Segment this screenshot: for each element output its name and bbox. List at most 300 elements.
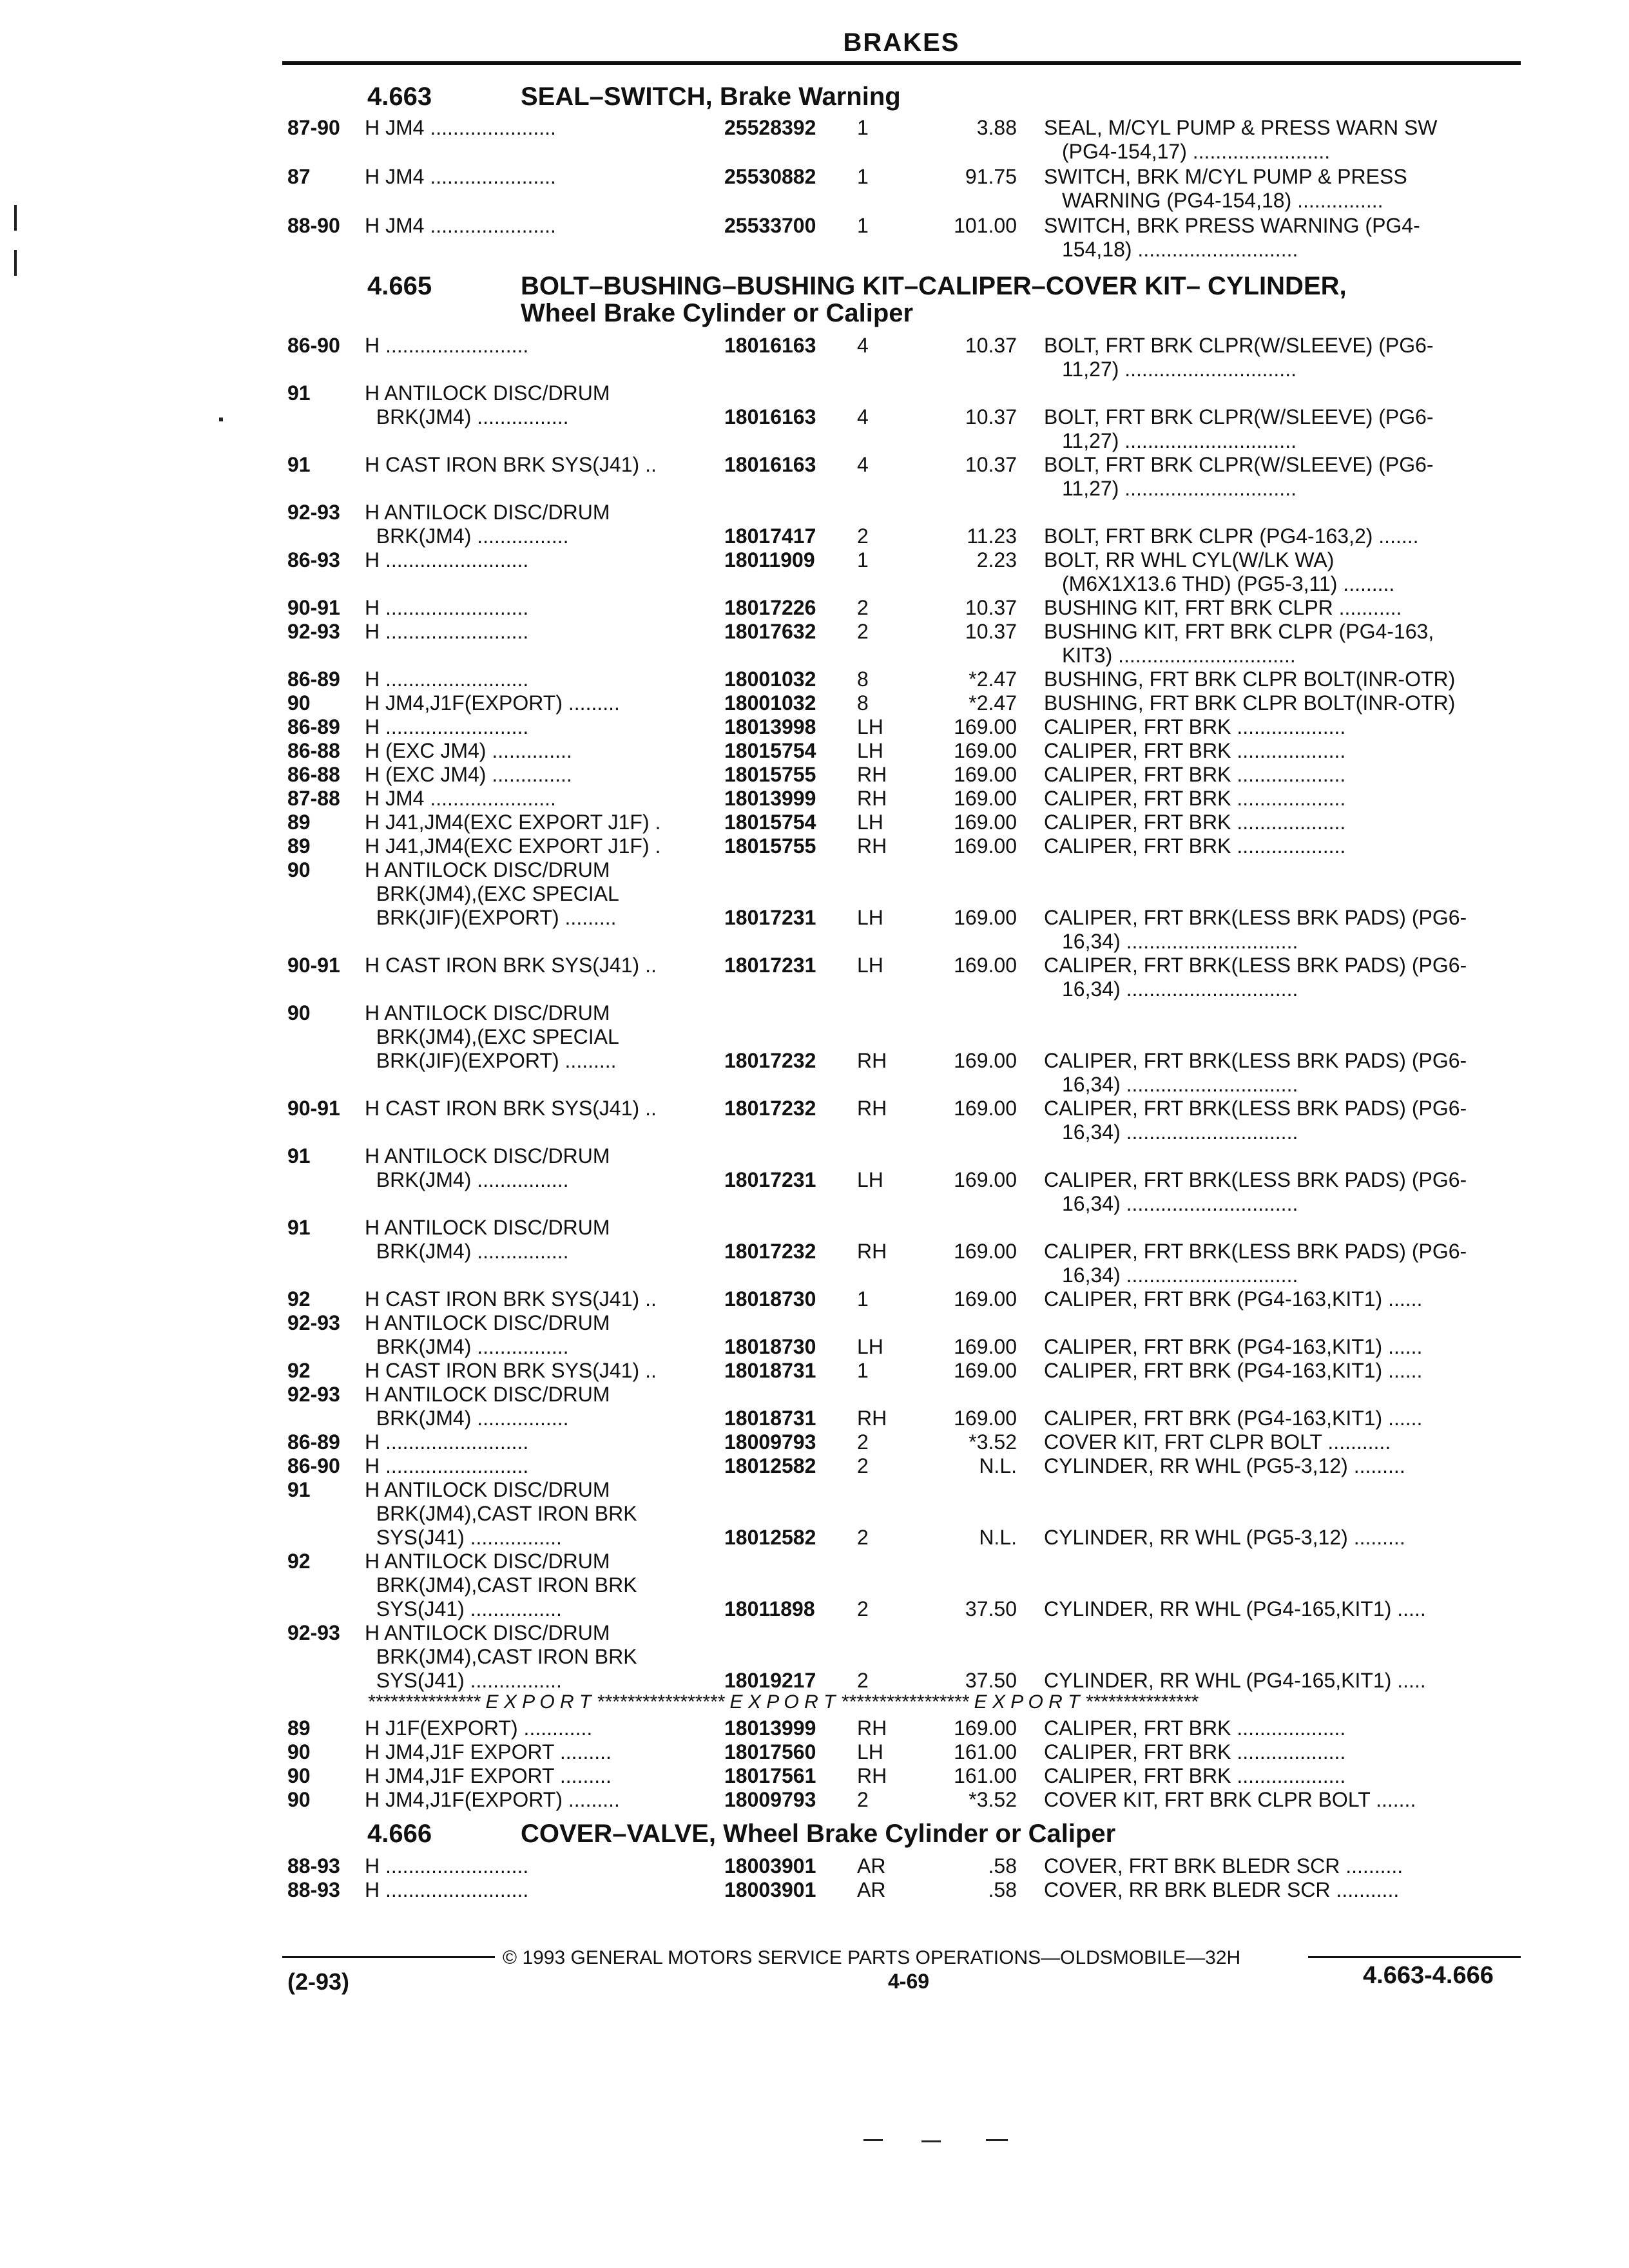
description-line: CALIPER, FRT BRK (PG4-163,KIT1) ...... bbox=[1044, 1407, 1423, 1430]
model-years: 90 bbox=[287, 858, 311, 881]
description-line: SWITCH, BRK M/CYL PUMP & PRESS bbox=[1044, 165, 1407, 188]
part-row bbox=[0, 1764, 1629, 1788]
quantity: 1 bbox=[857, 548, 869, 572]
model-years: 90-91 bbox=[287, 596, 340, 619]
price: 101.00 bbox=[954, 214, 1017, 237]
model-years: 87-90 bbox=[287, 116, 340, 139]
model-years: 86-90 bbox=[287, 1454, 340, 1477]
application-line: H ......................... bbox=[365, 1854, 529, 1878]
quantity: LH bbox=[857, 906, 883, 929]
quantity: LH bbox=[857, 1740, 883, 1763]
footer-rule-right bbox=[1308, 1956, 1521, 1958]
model-years: 88-90 bbox=[287, 214, 340, 237]
part-number: 18015754 bbox=[724, 811, 816, 834]
description-line: CALIPER, FRT BRK(LESS BRK PADS) (PG6- bbox=[1044, 1097, 1467, 1120]
application-line: H CAST IRON BRK SYS(J41) .. bbox=[365, 453, 657, 476]
model-years: 89 bbox=[287, 811, 311, 834]
quantity: 2 bbox=[857, 1669, 869, 1692]
description-line: BUSHING, FRT BRK CLPR BOLT(INR-OTR) bbox=[1044, 668, 1456, 691]
model-years: 92 bbox=[287, 1287, 311, 1311]
part-row bbox=[0, 596, 1629, 620]
model-years: 90 bbox=[287, 1001, 311, 1024]
price: 169.00 bbox=[954, 1049, 1017, 1072]
part-row bbox=[0, 1001, 1629, 1096]
description-line: CALIPER, FRT BRK (PG4-163,KIT1) ...... bbox=[1044, 1335, 1423, 1358]
quantity: 4 bbox=[857, 405, 869, 428]
quantity: 1 bbox=[857, 214, 869, 237]
application-line: H ANTILOCK DISC/DRUM bbox=[365, 501, 610, 524]
application-line: H CAST IRON BRK SYS(J41) .. bbox=[365, 1097, 657, 1120]
description-line: SWITCH, BRK PRESS WARNING (PG4- bbox=[1044, 214, 1420, 237]
description-line: COVER KIT, FRT BRK CLPR BOLT ....... bbox=[1044, 1788, 1416, 1811]
quantity: 2 bbox=[857, 596, 869, 619]
application-line: BRK(JM4) ................ bbox=[365, 1407, 569, 1430]
quantity: LH bbox=[857, 954, 883, 977]
description-line: CALIPER, FRT BRK ................... bbox=[1044, 787, 1346, 810]
price: 161.00 bbox=[954, 1764, 1017, 1787]
part-row bbox=[0, 1621, 1629, 1693]
description-line: BUSHING, FRT BRK CLPR BOLT(INR-OTR) bbox=[1044, 691, 1456, 715]
application-line: BRK(JM4),CAST IRON BRK bbox=[365, 1573, 637, 1597]
part-number: 18009793 bbox=[724, 1788, 816, 1811]
application-line: H ......................... bbox=[365, 668, 529, 691]
part-row bbox=[0, 668, 1629, 691]
price: 169.00 bbox=[954, 1716, 1017, 1740]
price: 169.00 bbox=[954, 715, 1017, 738]
description-line: BOLT, FRT BRK CLPR(W/SLEEVE) (PG6- bbox=[1044, 453, 1434, 476]
part-number: 18017231 bbox=[724, 906, 816, 929]
part-number: 18001032 bbox=[724, 691, 816, 715]
part-number: 18012582 bbox=[724, 1454, 816, 1477]
description-line: CALIPER, FRT BRK ................... bbox=[1044, 1764, 1346, 1787]
description-line: WARNING (PG4-154,18) ............... bbox=[1062, 189, 1383, 212]
header-rule bbox=[282, 61, 1521, 65]
part-row bbox=[0, 1478, 1629, 1550]
quantity: RH bbox=[857, 1716, 887, 1740]
application-line: BRK(JM4) ................ bbox=[365, 1168, 569, 1191]
description-line: 16,34) .............................. bbox=[1062, 1073, 1298, 1096]
part-number: 25533700 bbox=[724, 214, 816, 237]
part-number: 18003901 bbox=[724, 1878, 816, 1901]
quantity: RH bbox=[857, 1097, 887, 1120]
scan-mark bbox=[863, 2139, 883, 2141]
description-line: 16,34) .............................. bbox=[1062, 1264, 1298, 1287]
export-banner: *************** E X P O R T ***************** E X P O R T ***************** E X P O R T *************** bbox=[367, 1691, 1198, 1713]
part-row bbox=[0, 1287, 1629, 1311]
scan-mark bbox=[986, 2139, 1008, 2141]
part-number: 18015754 bbox=[724, 739, 816, 762]
part-number: 18015755 bbox=[724, 763, 816, 786]
description-line: CALIPER, FRT BRK(LESS BRK PADS) (PG6- bbox=[1044, 954, 1467, 977]
description-line: (M6X1X13.6 THD) (PG5-3,11) ......... bbox=[1062, 572, 1395, 595]
model-years: 90-91 bbox=[287, 954, 340, 977]
part-number: 18015755 bbox=[724, 834, 816, 858]
application-line: H J1F(EXPORT) ............ bbox=[365, 1716, 593, 1740]
price: 169.00 bbox=[954, 763, 1017, 786]
part-row bbox=[0, 1097, 1629, 1144]
model-years: 89 bbox=[287, 1716, 311, 1740]
price: 169.00 bbox=[954, 1335, 1017, 1358]
part-number: 18013998 bbox=[724, 715, 816, 738]
price: 3.88 bbox=[976, 116, 1017, 139]
part-row bbox=[0, 1854, 1629, 1878]
quantity: 2 bbox=[857, 1597, 869, 1620]
model-years: 86-90 bbox=[287, 334, 340, 357]
description-line: BUSHING KIT, FRT BRK CLPR (PG4-163, bbox=[1044, 620, 1434, 643]
application-line: SYS(J41) ................ bbox=[365, 1597, 562, 1620]
quantity: 2 bbox=[857, 1526, 869, 1549]
description-line: 16,34) .............................. bbox=[1062, 1192, 1298, 1215]
part-row bbox=[0, 1311, 1629, 1359]
part-number: 18017632 bbox=[724, 620, 816, 643]
part-row bbox=[0, 1359, 1629, 1383]
section-title: BOLT–BUSHING–BUSHING KIT–CALIPER–COVER KIT– CYLINDER, bbox=[521, 272, 1347, 300]
price: 2.23 bbox=[976, 548, 1017, 572]
quantity: LH bbox=[857, 1335, 883, 1358]
model-years: 86-93 bbox=[287, 548, 340, 572]
application-line: H ANTILOCK DISC/DRUM bbox=[365, 1144, 610, 1168]
footer-date: (2-93) bbox=[287, 1968, 350, 1995]
price: 10.37 bbox=[965, 596, 1017, 619]
application-line: BRK(JM4) ................ bbox=[365, 405, 569, 428]
application-line: H (EXC JM4) .............. bbox=[365, 739, 572, 762]
part-row bbox=[0, 116, 1629, 164]
part-row bbox=[0, 1454, 1629, 1478]
part-number: 18017226 bbox=[724, 596, 816, 619]
quantity: AR bbox=[857, 1878, 886, 1901]
price: 11.23 bbox=[967, 524, 1017, 548]
application-line: H JM4 ...................... bbox=[365, 214, 556, 237]
price: 91.75 bbox=[965, 165, 1017, 188]
application-line: H ANTILOCK DISC/DRUM bbox=[365, 1311, 610, 1334]
section-title: SEAL–SWITCH, Brake Warning bbox=[521, 82, 901, 111]
description-line: CALIPER, FRT BRK ................... bbox=[1044, 811, 1346, 834]
application-line: H ANTILOCK DISC/DRUM bbox=[365, 1478, 610, 1501]
quantity: 4 bbox=[857, 453, 869, 476]
description-line: CALIPER, FRT BRK (PG4-163,KIT1) ...... bbox=[1044, 1287, 1423, 1311]
part-number: 18017231 bbox=[724, 954, 816, 977]
model-years: 91 bbox=[287, 1216, 311, 1239]
part-number: 18003901 bbox=[724, 1854, 816, 1878]
application-line: BRK(JM4),CAST IRON BRK bbox=[365, 1645, 637, 1668]
application-line: H ANTILOCK DISC/DRUM bbox=[365, 1621, 610, 1644]
price: 169.00 bbox=[954, 1097, 1017, 1120]
price: N.L. bbox=[979, 1454, 1017, 1477]
application-line: H JM4 ...................... bbox=[365, 116, 556, 139]
quantity: 4 bbox=[857, 334, 869, 357]
description-line: CALIPER, FRT BRK ................... bbox=[1044, 739, 1346, 762]
application-line: BRK(JM4) ................ bbox=[365, 1240, 569, 1263]
description-line: CALIPER, FRT BRK ................... bbox=[1044, 1716, 1346, 1740]
model-years: 86-88 bbox=[287, 739, 340, 762]
model-years: 87 bbox=[287, 165, 311, 188]
part-number: 18018730 bbox=[724, 1335, 816, 1358]
part-row bbox=[0, 620, 1629, 668]
part-number: 18001032 bbox=[724, 668, 816, 691]
part-row bbox=[0, 165, 1629, 213]
model-years: 92-93 bbox=[287, 620, 340, 643]
model-years: 86-89 bbox=[287, 668, 340, 691]
quantity: 1 bbox=[857, 116, 869, 139]
description-line: COVER KIT, FRT CLPR BOLT ........... bbox=[1044, 1430, 1391, 1454]
quantity: RH bbox=[857, 763, 887, 786]
description-line: CALIPER, FRT BRK(LESS BRK PADS) (PG6- bbox=[1044, 1168, 1467, 1191]
quantity: 2 bbox=[857, 524, 869, 548]
model-years: 92 bbox=[287, 1359, 311, 1382]
part-row bbox=[0, 954, 1629, 1001]
model-years: 92-93 bbox=[287, 1383, 340, 1406]
description-line: 16,34) .............................. bbox=[1062, 977, 1298, 1001]
part-row bbox=[0, 763, 1629, 787]
application-line: H (EXC JM4) .............. bbox=[365, 763, 572, 786]
price: 169.00 bbox=[954, 811, 1017, 834]
price: *2.47 bbox=[969, 668, 1017, 691]
model-years: 90-91 bbox=[287, 1097, 340, 1120]
price: 161.00 bbox=[954, 1740, 1017, 1763]
application-line: BRK(JM4),CAST IRON BRK bbox=[365, 1502, 637, 1525]
description-line: CALIPER, FRT BRK (PG4-163,KIT1) ...... bbox=[1044, 1359, 1423, 1382]
description-line: CYLINDER, RR WHL (PG5-3,12) ......... bbox=[1044, 1526, 1405, 1549]
quantity: 1 bbox=[857, 165, 869, 188]
application-line: H CAST IRON BRK SYS(J41) .. bbox=[365, 1359, 657, 1382]
application-line: H J41,JM4(EXC EXPORT J1F) . bbox=[365, 834, 661, 858]
part-number: 18019217 bbox=[724, 1669, 816, 1692]
description-line: 16,34) .............................. bbox=[1062, 930, 1298, 953]
description-line: COVER, RR BRK BLEDR SCR ........... bbox=[1044, 1878, 1400, 1901]
description-line: SEAL, M/CYL PUMP & PRESS WARN SW bbox=[1044, 116, 1438, 139]
quantity: RH bbox=[857, 1240, 887, 1263]
application-line: BRK(JM4) ................ bbox=[365, 1335, 569, 1358]
description-line: 154,18) ............................ bbox=[1062, 238, 1298, 261]
description-line: 16,34) .............................. bbox=[1062, 1120, 1298, 1144]
part-row bbox=[0, 1878, 1629, 1902]
part-number: 18017232 bbox=[724, 1240, 816, 1263]
model-years: 90 bbox=[287, 1764, 311, 1787]
description-line: CALIPER, FRT BRK ................... bbox=[1044, 1740, 1346, 1763]
price: 10.37 bbox=[965, 620, 1017, 643]
scan-mark bbox=[14, 250, 17, 276]
part-row bbox=[0, 214, 1629, 262]
section-number: 4.663 bbox=[367, 82, 432, 111]
price: 169.00 bbox=[954, 1168, 1017, 1191]
application-line: H JM4 ...................... bbox=[365, 165, 556, 188]
part-number: 18017231 bbox=[724, 1168, 816, 1191]
quantity: LH bbox=[857, 739, 883, 762]
quantity: 2 bbox=[857, 620, 869, 643]
model-years: 86-88 bbox=[287, 763, 340, 786]
description-line: CYLINDER, RR WHL (PG4-165,KIT1) ..... bbox=[1044, 1597, 1426, 1620]
part-row bbox=[0, 787, 1629, 811]
quantity: LH bbox=[857, 715, 883, 738]
application-line: H ......................... bbox=[365, 1878, 529, 1901]
quantity: LH bbox=[857, 811, 883, 834]
application-line: BRK(JIF)(EXPORT) ......... bbox=[365, 906, 617, 929]
part-number: 18009793 bbox=[724, 1430, 816, 1454]
quantity: 1 bbox=[857, 1287, 869, 1311]
application-line: H ......................... bbox=[365, 1430, 529, 1454]
page-header-title: BRAKES bbox=[843, 28, 960, 57]
application-line: H JM4,J1F EXPORT ......... bbox=[365, 1764, 612, 1787]
price: 10.37 bbox=[965, 334, 1017, 357]
price: 169.00 bbox=[954, 1359, 1017, 1382]
quantity: RH bbox=[857, 1764, 887, 1787]
description-line: COVER, FRT BRK BLEDR SCR .......... bbox=[1044, 1854, 1403, 1878]
part-row bbox=[0, 1740, 1629, 1764]
application-line: H ......................... bbox=[365, 548, 529, 572]
part-row bbox=[0, 811, 1629, 834]
description-line: 11,27) .............................. bbox=[1062, 429, 1296, 452]
model-years: 92-93 bbox=[287, 1311, 340, 1334]
part-row bbox=[0, 1144, 1629, 1215]
application-line: SYS(J41) ................ bbox=[365, 1526, 562, 1549]
part-number: 18016163 bbox=[724, 405, 816, 428]
section-number: 4.666 bbox=[367, 1820, 432, 1848]
model-years: 86-89 bbox=[287, 715, 340, 738]
description-line: BOLT, FRT BRK CLPR(W/SLEEVE) (PG6- bbox=[1044, 334, 1434, 357]
part-number: 18013999 bbox=[724, 787, 816, 810]
description-line: BOLT, RR WHL CYL(W/LK WA) bbox=[1044, 548, 1335, 572]
price: .58 bbox=[988, 1878, 1017, 1901]
application-line: H ANTILOCK DISC/DRUM bbox=[365, 1383, 610, 1406]
description-line: CALIPER, FRT BRK(LESS BRK PADS) (PG6- bbox=[1044, 1240, 1467, 1263]
part-number: 18017560 bbox=[724, 1740, 816, 1763]
description-line: BUSHING KIT, FRT BRK CLPR ........... bbox=[1044, 596, 1402, 619]
price: .58 bbox=[988, 1854, 1017, 1878]
quantity: RH bbox=[857, 834, 887, 858]
description-line: BOLT, FRT BRK CLPR (PG4-163,2) ....... bbox=[1044, 524, 1419, 548]
footer-rule-left bbox=[282, 1956, 495, 1958]
price: 169.00 bbox=[954, 834, 1017, 858]
model-years: 88-93 bbox=[287, 1854, 340, 1878]
model-years: 87-88 bbox=[287, 787, 340, 810]
application-line: H CAST IRON BRK SYS(J41) .. bbox=[365, 954, 657, 977]
quantity: 2 bbox=[857, 1454, 869, 1477]
description-line: 11,27) .............................. bbox=[1062, 477, 1296, 500]
section-subtitle: Wheel Brake Cylinder or Caliper bbox=[521, 299, 914, 327]
application-line: H ......................... bbox=[365, 596, 529, 619]
price: 169.00 bbox=[954, 954, 1017, 977]
part-number: 18016163 bbox=[724, 334, 816, 357]
price: *3.52 bbox=[969, 1430, 1017, 1454]
application-line: H JM4,J1F(EXPORT) ......... bbox=[365, 691, 620, 715]
part-row bbox=[0, 453, 1629, 501]
price: 37.50 bbox=[965, 1597, 1017, 1620]
application-line: H JM4,J1F(EXPORT) ......... bbox=[365, 1788, 620, 1811]
part-number: 18018731 bbox=[724, 1407, 816, 1430]
application-line: H ......................... bbox=[365, 620, 529, 643]
price: 37.50 bbox=[965, 1669, 1017, 1692]
quantity: RH bbox=[857, 787, 887, 810]
scan-mark bbox=[921, 2140, 941, 2142]
model-years: 89 bbox=[287, 834, 311, 858]
price: 169.00 bbox=[954, 1407, 1017, 1430]
model-years: 90 bbox=[287, 1740, 311, 1763]
description-line: KIT3) ............................... bbox=[1062, 644, 1296, 667]
part-row bbox=[0, 834, 1629, 858]
description-line: CALIPER, FRT BRK(LESS BRK PADS) (PG6- bbox=[1044, 1049, 1467, 1072]
part-number: 25530882 bbox=[724, 165, 816, 188]
part-row bbox=[0, 334, 1629, 381]
price: 169.00 bbox=[954, 1287, 1017, 1311]
application-line: H ......................... bbox=[365, 715, 529, 738]
scan-mark bbox=[14, 205, 17, 231]
model-years: 88-93 bbox=[287, 1878, 340, 1901]
application-line: BRK(JM4),(EXC SPECIAL bbox=[365, 1025, 619, 1048]
part-number: 18012582 bbox=[724, 1526, 816, 1549]
application-line: H ANTILOCK DISC/DRUM bbox=[365, 381, 610, 405]
application-line: H ANTILOCK DISC/DRUM bbox=[365, 858, 610, 881]
description-line: CYLINDER, RR WHL (PG4-165,KIT1) ..... bbox=[1044, 1669, 1426, 1692]
model-years: 91 bbox=[287, 453, 311, 476]
part-row bbox=[0, 1383, 1629, 1430]
scan-mark bbox=[219, 418, 223, 421]
part-number: 18013999 bbox=[724, 1716, 816, 1740]
quantity: 1 bbox=[857, 1359, 869, 1382]
application-line: SYS(J41) ................ bbox=[365, 1669, 562, 1692]
part-number: 18017417 bbox=[724, 524, 816, 548]
footer-page-number: 4-69 bbox=[888, 1970, 930, 1993]
part-row bbox=[0, 1216, 1629, 1287]
footer-copyright: © 1993 GENERAL MOTORS SERVICE PARTS OPERATIONS—OLDSMOBILE—32H bbox=[503, 1947, 1241, 1968]
description-line: CALIPER, FRT BRK ................... bbox=[1044, 763, 1346, 786]
model-years: 92 bbox=[287, 1550, 311, 1573]
price: 169.00 bbox=[954, 1240, 1017, 1263]
quantity: AR bbox=[857, 1854, 886, 1878]
model-years: 91 bbox=[287, 381, 311, 405]
model-years: 90 bbox=[287, 1788, 311, 1811]
section-number: 4.665 bbox=[367, 272, 432, 300]
part-number: 18016163 bbox=[724, 453, 816, 476]
quantity: 8 bbox=[857, 668, 869, 691]
application-line: H JM4 ...................... bbox=[365, 787, 556, 810]
part-row bbox=[0, 1550, 1629, 1621]
price: 169.00 bbox=[954, 739, 1017, 762]
application-line: H ANTILOCK DISC/DRUM bbox=[365, 1216, 610, 1239]
model-years: 92-93 bbox=[287, 501, 340, 524]
description-line: CALIPER, FRT BRK ................... bbox=[1044, 715, 1346, 738]
model-years: 91 bbox=[287, 1478, 311, 1501]
price: 169.00 bbox=[954, 787, 1017, 810]
description-line: CALIPER, FRT BRK ................... bbox=[1044, 834, 1346, 858]
model-years: 92-93 bbox=[287, 1621, 340, 1644]
part-row bbox=[0, 381, 1629, 452]
part-number: 18018731 bbox=[724, 1359, 816, 1382]
price: *3.52 bbox=[969, 1788, 1017, 1811]
price: N.L. bbox=[979, 1526, 1017, 1549]
quantity: 2 bbox=[857, 1430, 869, 1454]
price: 10.37 bbox=[965, 453, 1017, 476]
part-number: 18017232 bbox=[724, 1097, 816, 1120]
application-line: BRK(JM4) ................ bbox=[365, 524, 569, 548]
part-row bbox=[0, 691, 1629, 715]
part-number: 18011898 bbox=[724, 1597, 815, 1620]
part-row bbox=[0, 1716, 1629, 1740]
part-row bbox=[0, 858, 1629, 953]
part-row bbox=[0, 1430, 1629, 1454]
part-row bbox=[0, 501, 1629, 548]
part-number: 18017232 bbox=[724, 1049, 816, 1072]
application-line: H JM4,J1F EXPORT ......... bbox=[365, 1740, 612, 1763]
quantity: RH bbox=[857, 1049, 887, 1072]
part-number: 18011909 bbox=[724, 548, 815, 572]
description-line: CALIPER, FRT BRK(LESS BRK PADS) (PG6- bbox=[1044, 906, 1467, 929]
section-title: COVER–VALVE, Wheel Brake Cylinder or Caliper bbox=[521, 1820, 1116, 1848]
description-line: 11,27) .............................. bbox=[1062, 358, 1296, 381]
application-line: H ANTILOCK DISC/DRUM bbox=[365, 1001, 610, 1024]
quantity: 2 bbox=[857, 1788, 869, 1811]
quantity: RH bbox=[857, 1407, 887, 1430]
part-row bbox=[0, 739, 1629, 763]
